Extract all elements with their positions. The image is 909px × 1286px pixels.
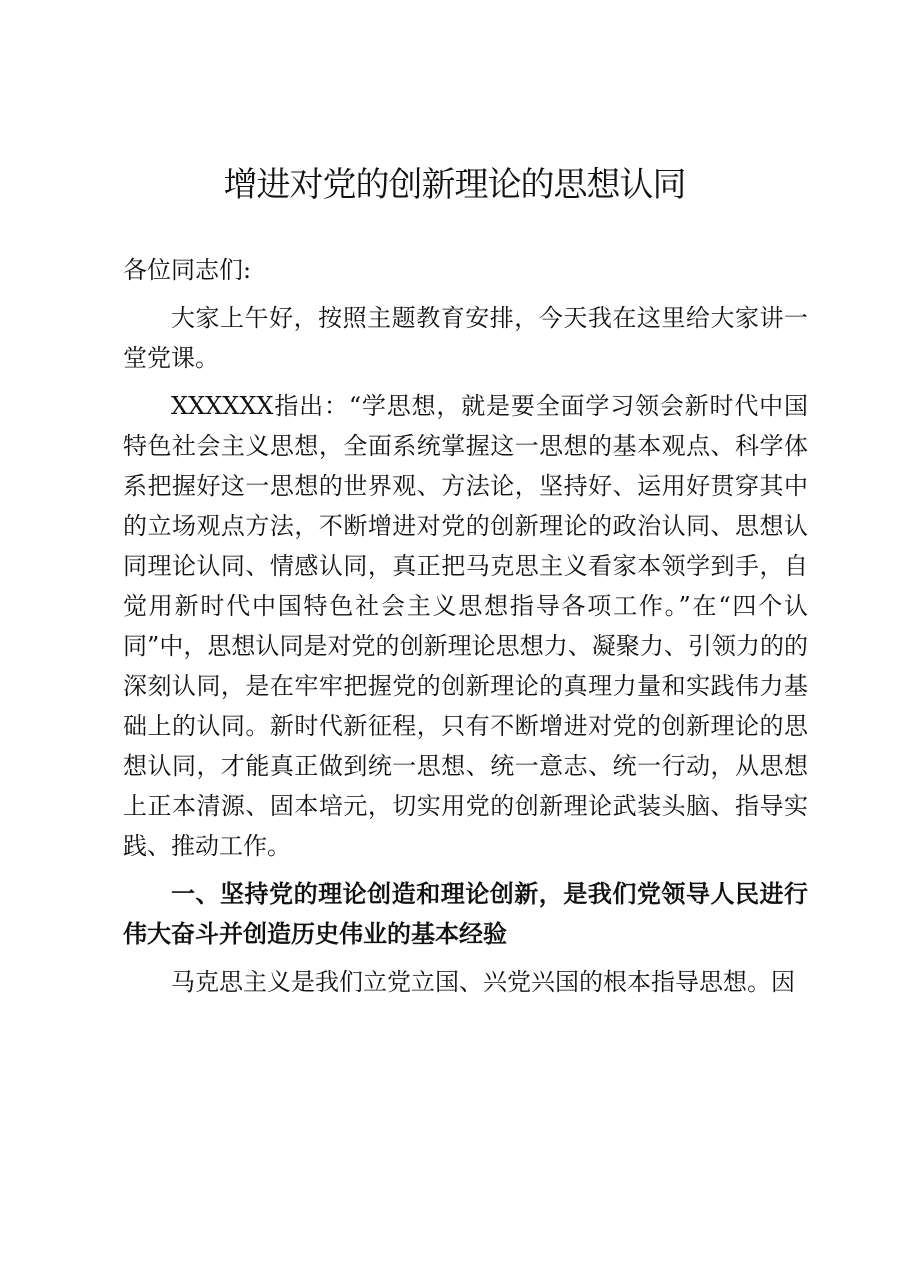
paragraph-greeting: 大家上午好，按照主题教育安排，今天我在这里给大家讲一堂党课。 (123, 304, 808, 372)
section-paragraph: 马克思主义是我们立党立国、兴党兴国的根本指导思想。因 (171, 968, 795, 996)
paragraph-quote: XXXXXX指出：“学思想，就是要全面学习领会新时代中国特色社会主义思想，全面系统掌握这一思想的基本观点、科学体系把握好这一思想的世界观、方法论，坚持好、运用好贯穿其中的立场观点方法，不断增进对党的创新理论的政治认同、思想认同理论认同、情感认同，真正把马克思主义看家本领学到手，自觉用新时代中国特色社会主义思想指导各项工作。”在“四个认同”中，思想认同是对党的创新理论思想力、凝聚力、引领力的的深刻认同，是在牢牢把握党的创新理论的真理力量和实践伟力基础上的认同。新时代新征程，只有不断增进对党的创新理论的思想认同，才能真正做到统一思想、统一意志、统一行动，从思想上正本清源、固本培元，切实用党的创新理论武装头脑、指导实践、推动工作。 (123, 392, 808, 860)
salutation: 各位同志们: (123, 256, 252, 284)
document-body (123, 250, 808, 1010)
section-heading: 一、坚持党的理论创造和理论创新，是我们党领导人民进行伟大奋斗并创造历史伟业的基本经验 (123, 880, 808, 948)
document-title: 增进对党的创新理论的思想认同 (223, 165, 686, 205)
